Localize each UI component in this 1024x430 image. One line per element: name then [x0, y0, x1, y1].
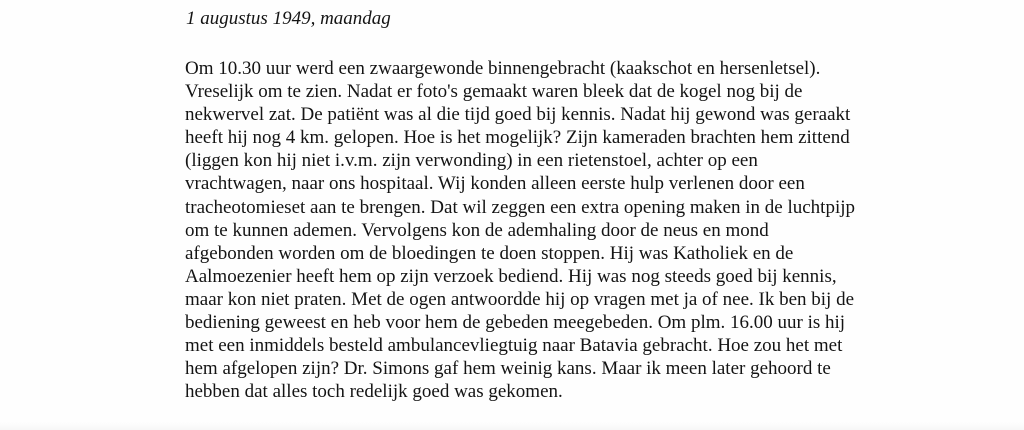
text-line: Aalmoezenier heeft hem op zijn verzoek bediend. Hij was nog steeds goed bij kennis,: [185, 265, 837, 287]
text-line: Om 10.30 uur werd een zwaargewonde binnengebracht (kaakschot en hersenletsel).: [185, 58, 821, 79]
text-line: hem afgelopen zijn? Dr. Simons gaf hem weinig kans. Maar ik meen later gehoord te: [185, 358, 831, 380]
text-line: bediening geweest en heb voor hem de gebeden meegebeden. Om plm. 16.00 uur is hij: [185, 312, 846, 334]
text-line: nekwervel zat. De patiënt was al die tijd goed bij kennis. Nadat hij gewond was geraakt: [185, 104, 851, 126]
text-line: hebben dat alles toch redelijk goed was gekomen.: [185, 381, 563, 403]
scan-edge-shadow: [0, 422, 1024, 430]
text-line: vrachtwagen, naar ons hospitaal. Wij konden alleen eerste hulp verlenen door een: [185, 173, 805, 195]
text-line: tracheotomieset aan te brengen. Dat wil zeggen een extra opening maken in de luchtpijp: [185, 196, 856, 218]
text-line: heeft hij nog 4 km. gelopen. Hoe is het mogelijk? Zijn kameraden brachten hem zittend: [185, 127, 850, 149]
date-heading: 1 augustus 1949, maandag: [186, 8, 391, 29]
text-line: om te kunnen ademen. Vervolgens kon de ademhaling door de neus en mond: [185, 219, 769, 241]
text-line: afgebonden worden om de bloedingen te doen stoppen. Hij was Katholiek en de: [185, 242, 794, 264]
text-line: met een inmiddels besteld ambulancevliegtuig naar Batavia gebracht. Hoe zou het met: [185, 335, 843, 357]
text-line: (liggen kon hij niet i.v.m. zijn verwonding) in een rietenstoel, achter op een: [185, 150, 758, 172]
text-line: maar kon niet praten. Met de ogen antwoordde hij op vragen met ja of nee. Ik ben bij de: [185, 288, 854, 310]
text-line: Vreselijk om te zien. Nadat er foto's gemaakt waren bleek dat de kogel nog bij de: [185, 81, 803, 103]
diary-paragraph: [185, 57, 945, 403]
